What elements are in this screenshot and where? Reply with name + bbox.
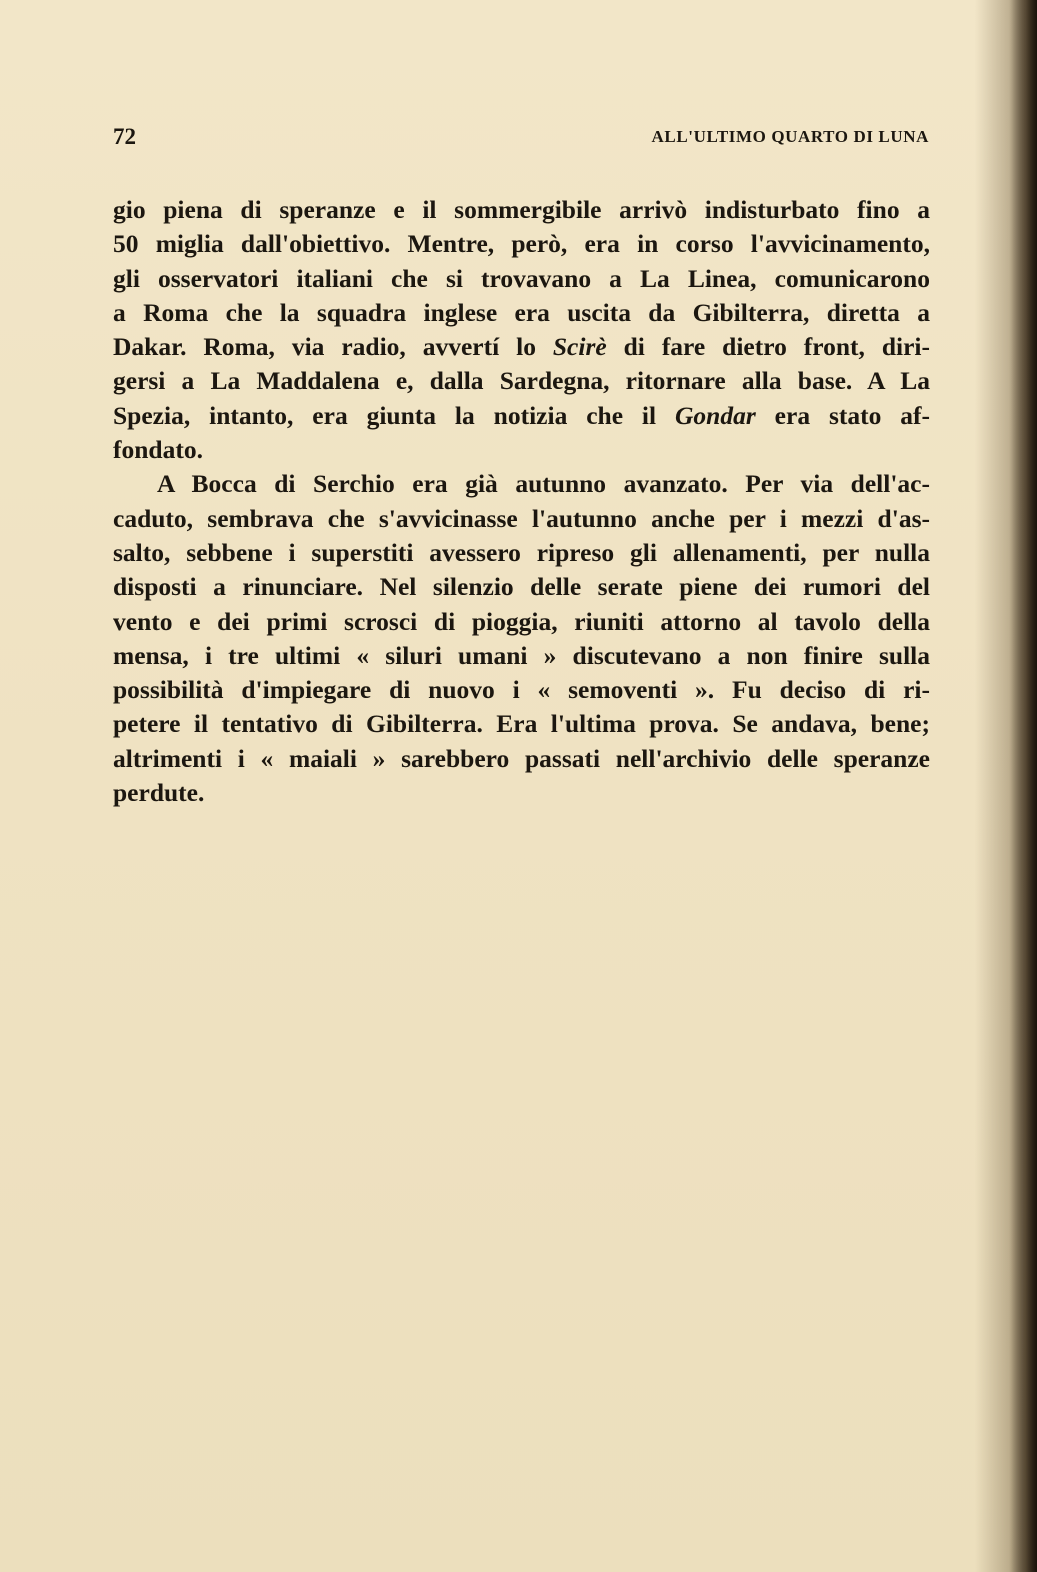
text-run: di fare dietro front, diri-: [606, 332, 930, 362]
running-head: [113, 124, 929, 154]
text-line: gio piena di speranze e il sommergibile arrivò indisturbato fino a: [113, 195, 930, 224]
text-line: [113, 330, 930, 364]
text-line: caduto, sembrava che s'avvicinasse l'autunno anche per i mezzi d'as-: [113, 503, 930, 533]
italic-ship-name: Gondar: [675, 400, 756, 430]
text-line: disposti a rinunciare. Nel silenzio delle serate piene dei rumori del: [113, 572, 930, 602]
text-run: era stato af-: [755, 400, 930, 430]
page-number: 72: [113, 124, 136, 149]
text-run: Dakar. Roma, via radio, avvertí lo: [113, 332, 553, 362]
text-line: [113, 399, 930, 433]
text-run: Spezia, intanto, era giunta la notizia che il: [113, 400, 675, 430]
text-line: A Bocca di Serchio era già autunno avanzato. Per via dell'ac-: [157, 469, 930, 499]
paragraph-1: [113, 193, 930, 467]
text-line: gli osservatori italiani che si trovavano a La Linea, comunicarono: [113, 263, 930, 293]
text-line: perdute.: [113, 778, 205, 808]
text-line: vento e dei primi scrosci di pioggia, riuniti attorno al tavolo della: [113, 606, 930, 636]
text-line: a Roma che la squadra inglese era uscita da Gibilterra, diretta a: [113, 297, 930, 327]
running-title: ALL'ULTIMO QUARTO DI LUNA: [651, 127, 929, 146]
body-text: [113, 193, 930, 810]
text-line: gersi a La Maddalena e, dalla Sardegna, ritornare alla base. A La: [113, 366, 930, 396]
text-line: fondato.: [113, 435, 203, 465]
text-line: mensa, i tre ultimi « siluri umani » discutevano a non finire sulla: [113, 640, 930, 670]
text-line: altrimenti i « maiali » sarebbero passati nell'archivio delle speranze: [113, 743, 930, 773]
text-line: possibilità d'impiegare di nuovo i « semoventi ». Fu deciso di ri-: [113, 675, 930, 705]
page-gutter-shadow: [1009, 0, 1037, 1572]
text-line: petere il tentativo di Gibilterra. Era l'ultima prova. Se andava, bene;: [113, 709, 930, 739]
italic-ship-name: Scirè: [552, 332, 607, 362]
text-line: salto, sebbene i superstiti avessero ripreso gli allenamenti, per nulla: [113, 537, 930, 567]
text-line: 50 miglia dall'obiettivo. Mentre, però, era in corso l'avvicinamento,: [113, 229, 930, 259]
paragraph-2: [113, 467, 930, 810]
